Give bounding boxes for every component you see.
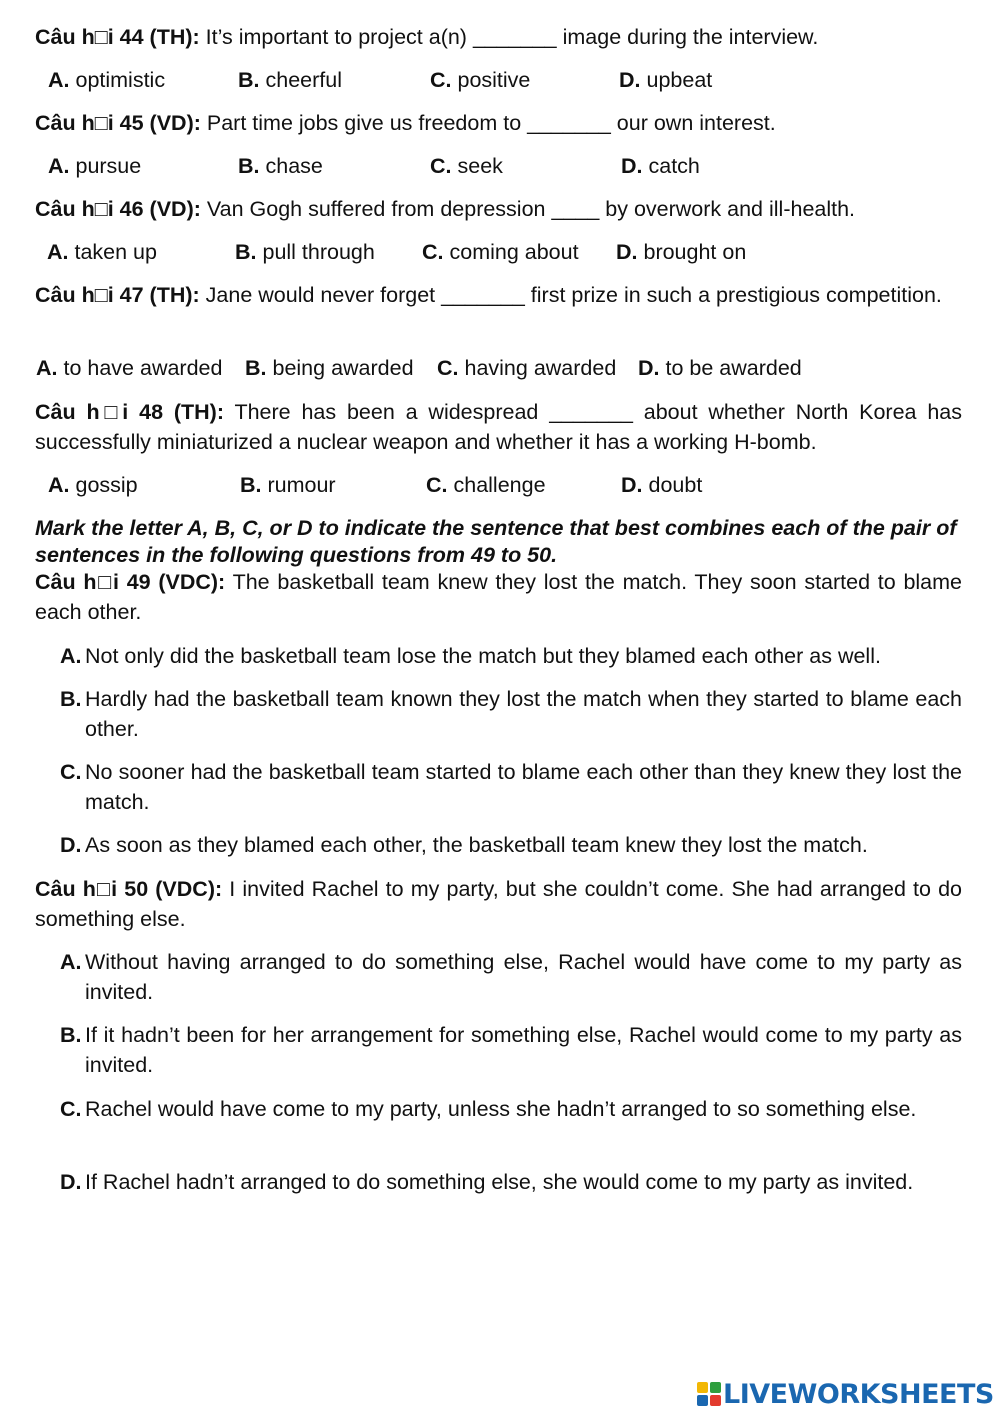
option-d[interactable]: D. doubt <box>621 473 703 497</box>
question-label: Câu h□i 49 (VDC): <box>35 570 226 594</box>
option-a[interactable]: A. Without having arranged to do something else, Rachel would have come to my party as invited. <box>60 950 962 1004</box>
question-stem: I invited Rachel to my party, but she couldn’t come. She had arranged to do something else. <box>35 877 962 931</box>
question-50 <box>35 874 962 934</box>
logo-mark-icon <box>697 1382 721 1406</box>
option-c[interactable]: C. seek <box>430 154 503 178</box>
option-c[interactable]: C. challenge <box>426 473 546 497</box>
question-stem: Part time jobs give us freedom to _______ our own interest. <box>206 111 776 135</box>
question-49 <box>35 567 962 627</box>
question-stem: Jane would never forget _______ first prize in such a prestigious competition. <box>205 283 942 307</box>
section-instruction: Mark the letter A, B, C, or D to indicate the sentence that best combines each of the pair of sentences in the following questions from 49 to 50. <box>35 516 957 567</box>
question-label: Câu h□i 46 (VD): <box>35 197 201 221</box>
option-c[interactable]: C. positive <box>430 68 531 92</box>
question-label: Câu h□i 45 (VD): <box>35 111 201 135</box>
question-stem: It’s important to project a(n) _______ image during the interview. <box>205 25 819 49</box>
option-b[interactable]: B. chase <box>238 154 323 178</box>
question-48 <box>35 397 962 457</box>
question-stem: Van Gogh suffered from depression ____ by overwork and ill-health. <box>206 197 856 221</box>
option-b[interactable]: B. pull through <box>235 240 375 264</box>
question-label: Câu h□i 44 (TH): <box>35 25 200 49</box>
question-stem: The basketball team knew they lost the match. They soon started to blame each other. <box>35 570 963 624</box>
question-label: Câu h□i 47 (TH): <box>35 283 200 307</box>
question-44 <box>35 22 962 52</box>
option-d[interactable]: D. brought on <box>616 240 747 264</box>
option-d[interactable]: D. catch <box>621 154 700 178</box>
option-a[interactable]: A. taken up <box>47 240 157 264</box>
option-d[interactable]: D. As soon as they blamed each other, the basketball team knew they lost the match. <box>60 833 868 857</box>
option-b[interactable]: B. rumour <box>240 473 336 497</box>
option-a[interactable]: A. optimistic <box>48 68 166 92</box>
question-47 <box>35 280 962 310</box>
option-c[interactable]: C. coming about <box>422 240 579 264</box>
option-c[interactable]: C. No sooner had the basketball team started to blame each other than they knew they lost the match. <box>60 760 962 814</box>
option-d[interactable]: D. to be awarded <box>638 356 802 380</box>
option-b[interactable]: B. cheerful <box>238 68 342 92</box>
option-a[interactable]: A. gossip <box>48 473 138 497</box>
question-label: Câu h□i 48 (TH): <box>35 400 224 424</box>
option-a[interactable]: A. pursue <box>48 154 142 178</box>
option-b[interactable]: B. Hardly had the basketball team known they lost the match when they started to blame each other. <box>60 687 962 741</box>
option-d[interactable]: D. upbeat <box>619 68 713 92</box>
option-d[interactable]: D. If Rachel hadn’t arranged to do something else, she would come to my party as invited. <box>60 1170 914 1194</box>
question-46 <box>35 194 962 224</box>
liveworksheets-logo[interactable] <box>697 1377 994 1411</box>
brand-name: LIVEWORKSHEETS <box>723 1378 994 1410</box>
option-b[interactable]: B. If it hadn’t been for her arrangement for something else, Rachel would come to my party as invited. <box>60 1023 962 1077</box>
option-c[interactable]: C. Rachel would have come to my party, unless she hadn’t arranged to so something else. <box>60 1097 917 1121</box>
question-45 <box>35 108 962 138</box>
question-stem: There has been a widespread _______ about whether North Korea has successfully miniaturized a nuclear weapon and whether it has a working H-bomb. <box>35 400 962 454</box>
option-a[interactable]: A. to have awarded <box>36 356 223 380</box>
question-label: Câu h□i 50 (VDC): <box>35 877 223 901</box>
option-b[interactable]: B. being awarded <box>245 356 414 380</box>
option-a[interactable]: A. Not only did the basketball team lose the match but they blamed each other as well. <box>60 644 881 668</box>
option-c[interactable]: C. having awarded <box>437 356 617 380</box>
